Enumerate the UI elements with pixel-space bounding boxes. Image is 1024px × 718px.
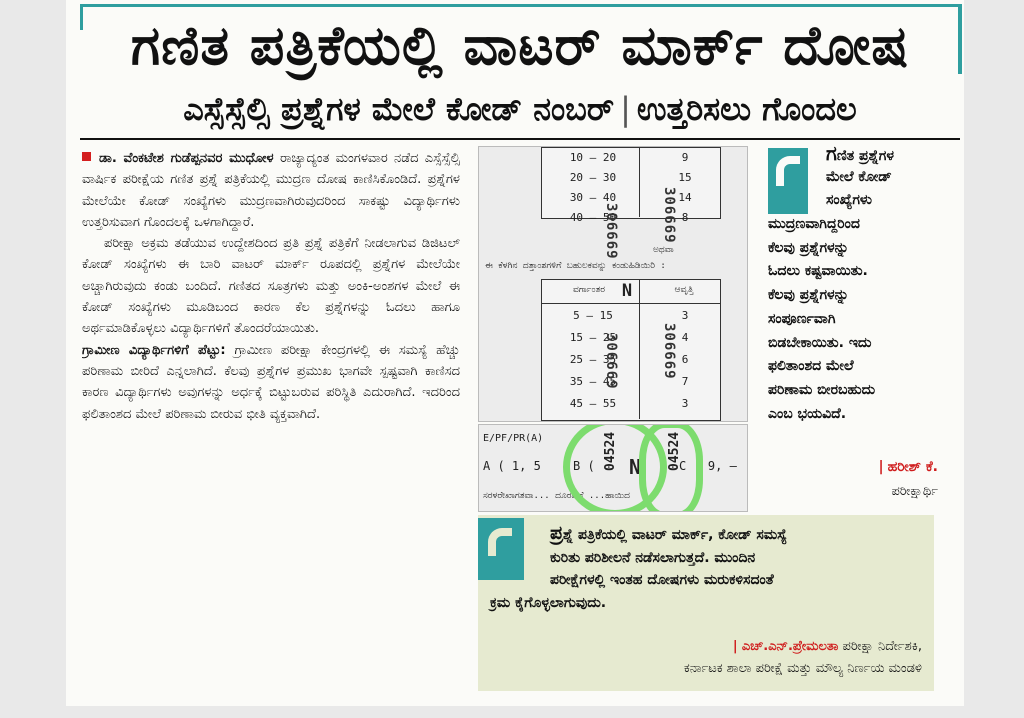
article-subheading: ಗ್ರಾಮೀಣ ವಿದ್ಯಾರ್ಥಿಗಳಿಗೆ ಪೆಟ್ಟು: xyxy=(82,342,226,358)
quote1-line-8: ಸಂಪೂರ್ಣವಾಗಿ xyxy=(768,310,836,327)
question-paper-scan-bottom xyxy=(478,424,748,512)
quote2-attribution-role-2: ಕರ್ನಾಟಕ ಶಾಲಾ ಪರೀಕ್ಷೆ ಮತ್ತು ಮೌಲ್ಯ ನಿರ್ಣಯ ಮಂಡಳಿ xyxy=(683,661,922,676)
quote2-attribution-name: ಎಚ್.ಎನ್.ಪ್ರೇಮಲತಾ xyxy=(741,639,839,654)
scan-freq-b-4: 7 xyxy=(681,375,689,388)
quote1-line-3: ಸಂಖ್ಯೆಗಳು xyxy=(826,192,872,209)
scan-freq-a-4: 8 xyxy=(681,211,689,224)
scan-row-b-5: 45 – 55 xyxy=(569,397,617,410)
quote1-line-5: ಕೆಲವು ಪ್ರಶ್ನೆಗಳನ್ನು xyxy=(768,239,849,256)
scan2-code-line: E/PF/PR(A) xyxy=(483,433,544,444)
quote2-line-3: ಪರೀಕ್ಷೆಗಳಲ್ಲಿ ಇಂತಹ ದೋಷಗಳು ಮರುಕಳಿಸದಂತೆ xyxy=(550,572,774,588)
scan-row-a-3: 30 – 40 xyxy=(569,191,617,204)
quote1-line-12: ಎಂಬ ಭಯವಿದೆ. xyxy=(768,405,847,422)
teal-top-rule xyxy=(80,4,960,7)
quote1-line-11: ಪರಿಣಾಮ ಬೀರಬಹುದು xyxy=(768,381,876,398)
article-paragraph-1 xyxy=(82,148,460,233)
scan-row-a-2: 20 – 30 xyxy=(569,171,617,184)
quote2-drop-char: ಪ್ರ xyxy=(550,522,564,544)
quote2-attribution xyxy=(490,636,922,680)
scan-row-a-4: 40 – 50 xyxy=(569,211,617,224)
article-body xyxy=(82,148,460,693)
subhead-left: ಎಸ್ಸೆಸ್ಸೆಲ್ಸಿ ಪ್ರಶ್ನೆಗಳ ಮೇಲೆ ಕೋಡ್ ನಂಬರ್ xyxy=(183,90,615,128)
quote2-line-2: ಕುರಿತು ಪರಿಶೀಲನೆ ನಡೆಸಲಾಗುತ್ತದೆ. ಮುಂದಿನ xyxy=(550,549,756,566)
red-square-icon xyxy=(82,152,91,161)
subheadline xyxy=(82,86,958,132)
quote1-line-4: ಮುದ್ರಣವಾಗಿದ್ದರಿಂದ xyxy=(768,216,860,233)
quote1-drop-char: ಗ xyxy=(826,141,837,165)
pullquote-student xyxy=(768,142,946,472)
quote2-attribution-role-1: ಪರೀಕ್ಷಾ ನಿರ್ದೇಶಕಿ, xyxy=(842,639,922,654)
scan-row-b-4: 35 – 45 xyxy=(569,375,617,388)
scan-freq-a-2: 15 xyxy=(678,171,692,184)
quote1-attribution xyxy=(808,459,938,475)
scan2-option-b: B ( xyxy=(573,459,595,473)
quote1-attribution-name: ಹರೀಶ್ ಕೆ. xyxy=(887,459,938,475)
article-paragraph-3 xyxy=(82,340,460,425)
watermark-code-1: 306669 xyxy=(603,203,619,260)
scan-freq-b-2: 4 xyxy=(681,331,689,344)
scan-freq-b-1: 3 xyxy=(681,309,689,322)
scan-col-class: ವರ್ಗಾಂತರ xyxy=(572,285,605,295)
watermark-code-2: 306669 xyxy=(661,187,677,244)
scan-freq-a-3: 14 xyxy=(678,191,692,204)
quote1-line-6: ಓದಲು ಕಷ್ಟವಾಯಿತು. xyxy=(768,263,868,280)
question-paper-scan-top xyxy=(478,146,748,422)
question-instruction: ಈ ಕೆಳಗಿನ ದತ್ತಾಂಶಗಳಿಗೆ ಬಹುಲಕವನ್ನು ಕಂಡುಹಿಡಿಯಿರಿ : xyxy=(485,261,666,271)
scan2-n-mark: N xyxy=(629,455,642,479)
subhead-right: ಉತ್ತರಿಸಲು ಗೊಂದಲ xyxy=(636,90,857,128)
scan-row-b-2: 15 – 25 xyxy=(569,331,617,344)
quote2-attribution-line-1 xyxy=(490,636,922,658)
scan-freq-b-3: 6 xyxy=(681,353,689,366)
quote1-line-1: ಗಣಿತ ಪ್ರಶ್ನೆಗಳ xyxy=(826,141,894,165)
quote1-line-7: ಕೆಲವು ಪ್ರಶ್ನೆಗಳನ್ನು xyxy=(768,287,849,304)
pullquote-official xyxy=(490,522,920,614)
quote1-line-2: ಮೇಲೆ ಕೋಡ್ xyxy=(826,168,892,185)
scan-row-b-3: 25 – 35 xyxy=(569,353,617,366)
quote2-line-4: ಕ್ರಮ ಕೈಗೊಳ್ಳಲಾಗುವುದು. xyxy=(490,594,607,611)
scan-row-a-1: 10 – 20 xyxy=(569,151,617,164)
scan-freq-b-5: 3 xyxy=(681,397,689,410)
article-text-3: ಗ್ರಾಮೀಣ ಪರೀಕ್ಷಾ ಕೇಂದ್ರಗಳಲ್ಲಿ ಈ ಸಮಸ್ಯೆ ಹೆಚ್ಚು ಪರಿಣಾಮ ಬೀರಿದೆ ಎನ್ನಲಾಗಿದೆ. ಕೆಲವು ಪ್ರಶ್ನೆಗಳ ಪ್ರಮುಖ ಭಾಗವೇ ಸ್ಪಷ್ಟವಾಗಿ ಕಾಣಿಸದ ಕಾರಣ ವಿದ್ಯಾರ್ಥಿಗಳು ಅವುಗಳನ್ನು ಅರ್ಧಕ್ಕೆ ಬಿಟ್ಟುಬರುವ ಪರಿಸ್ಥಿತಿ ಎದುರಾಗಿದೆ. ಇದರಿಂದ ಫಲಿತಾಂಶದ ಮೇಲೆ ಪರಿಣಾಮ ಬೀರುವ ಭೀತಿ ವ್ಯಕ್ತವಾಗಿದೆ. xyxy=(82,342,460,422)
quote1-attribution-bar: | xyxy=(878,459,884,475)
article-paragraph-2 xyxy=(82,233,460,339)
quote1-attribution-role: ಪರೀಕ್ಷಾರ್ಥಿ xyxy=(891,484,938,499)
quote2-line-1: ಪ್ರಶ್ನೆ ಪತ್ರಿಕೆಯಲ್ಲಿ ವಾಟರ್ ಮಾರ್ಕ್, ಕೋಡ್ ಸಮಸ್ಯೆ xyxy=(550,522,788,544)
article-text-1: ರಾಜ್ಯಾದ್ಯಂತ ಮಂಗಳವಾರ ನಡೆದ ಎಸ್ಸೆಸ್ಸೆಲ್ಸಿ ವಾರ್ಷಿಕ ಪರೀಕ್ಷೆಯ ಗಣಿತ ಪ್ರಶ್ನೆ ಪತ್ರಿಕೆಯಲ್ಲಿ ಮುದ್ರಣ ದೋಷ ಕಾಣಿಸಿಕೊಂಡಿದೆ. ಪ್ರಶ್ನೆಗಳ ಮೇಲೆಯೇ ಕೋಡ್ ಸಂಖ್ಯೆಗಳು ಮುದ್ರಣವಾಗಿರುವುದರಿಂದ ಸಾಕಷ್ಟು ವಿದ್ಯಾರ್ಥಿಗಳು ಉತ್ತರಿಸುವಾಗ ಗೊಂದಲಕ್ಕೆ ಒಳಗಾಗಿದ್ದಾರೆ. xyxy=(82,151,460,230)
quote2-attribution-bar: | xyxy=(732,639,738,654)
article-text-2: ಪರೀಕ್ಷಾ ಅಕ್ರಮ ತಡೆಯುವ ಉದ್ದೇಶದಿಂದ ಪ್ರತಿ ಪ್ರಶ್ನೆ ಪತ್ರಿಕೆಗೆ ನೀಡಲಾಗುವ ಡಿಜಿಟಲ್ ಕೋಡ್ ಸಂಖ್ಯೆಗಳು ಈ ಬಾರಿ ವಾಟರ್ ಮಾರ್ಕ್ ರೂಪದಲ್ಲಿ ಪ್ರಶ್ನೆಗಳ ಮೇಲೆಯೇ ಅಚ್ಚಾಗಿರುವುದು ಕಂಡು ಬಂದಿದೆ. ಗಣಿತದ ಸೂತ್ರಗಳು ಮತ್ತು ಅಂಕಿ-ಅಂಶಗಳ ಮೇಲೆ ಈ ಕೋಡ್ ಸಂಖ್ಯೆಗಳು ಮೂಡಿಬಂದ ಕಾರಣ ಕೆಲ ಪ್ರಶ್ನೆಗಳನ್ನು ಓದಲು ಹಾಗೂ ಅರ್ಥಮಾಡಿಕೊಳ್ಳಲು ವಿದ್ಯಾರ್ಥಿಗಳಿಗೆ ತೊಂದರೆಯಾಯಿತು. xyxy=(82,236,460,337)
scan-freq-a-1: 9 xyxy=(681,151,689,164)
quote1-line-9: ಬಿಡಬೇಕಾಯಿತು. ಇದು xyxy=(768,334,872,351)
scan-col-n: N xyxy=(621,281,633,301)
scan2-option-a: A ( 1, 5 xyxy=(483,459,541,473)
scan-row-b-1: 5 – 15 xyxy=(573,309,613,322)
watermark-code-4: 306669 xyxy=(661,323,677,380)
headline-rule xyxy=(80,138,960,140)
quote1-line-10: ಫಲಿತಾಂಶದ ಮೇಲೆ xyxy=(768,358,854,375)
or-label: ಅಥವಾ xyxy=(653,245,674,255)
green-highlight-circle-2 xyxy=(639,424,703,512)
subhead-separator: | xyxy=(620,90,631,128)
watermark-code-3: 306669 xyxy=(603,333,619,390)
scan2-watermark-code-2: 04524 xyxy=(667,431,682,471)
scan2-option-c: C ( 9, – xyxy=(679,459,737,473)
teal-right-rule xyxy=(958,4,962,74)
headline: ಗಣಿತ ಪತ್ರಿಕೆಯಲ್ಲಿ ವಾಟರ್ ಮಾರ್ಕ್ ದೋಷ xyxy=(130,14,910,77)
scan2-watermark-code-1: 04524 xyxy=(603,431,618,471)
byline: ಡಾ. ವೆಂಕಟೇಶ ಗುಡೆಪ್ಪನವರ ಮುಧೋಳ xyxy=(99,151,274,166)
scan2-footer-text: ಸರಳರೇಖಾಗತವಾ... ದೂರವಿದೆ ...ಹಾಯಿದ xyxy=(483,491,631,501)
scan-col-freq: ಆವೃತ್ತಿ xyxy=(674,285,694,295)
